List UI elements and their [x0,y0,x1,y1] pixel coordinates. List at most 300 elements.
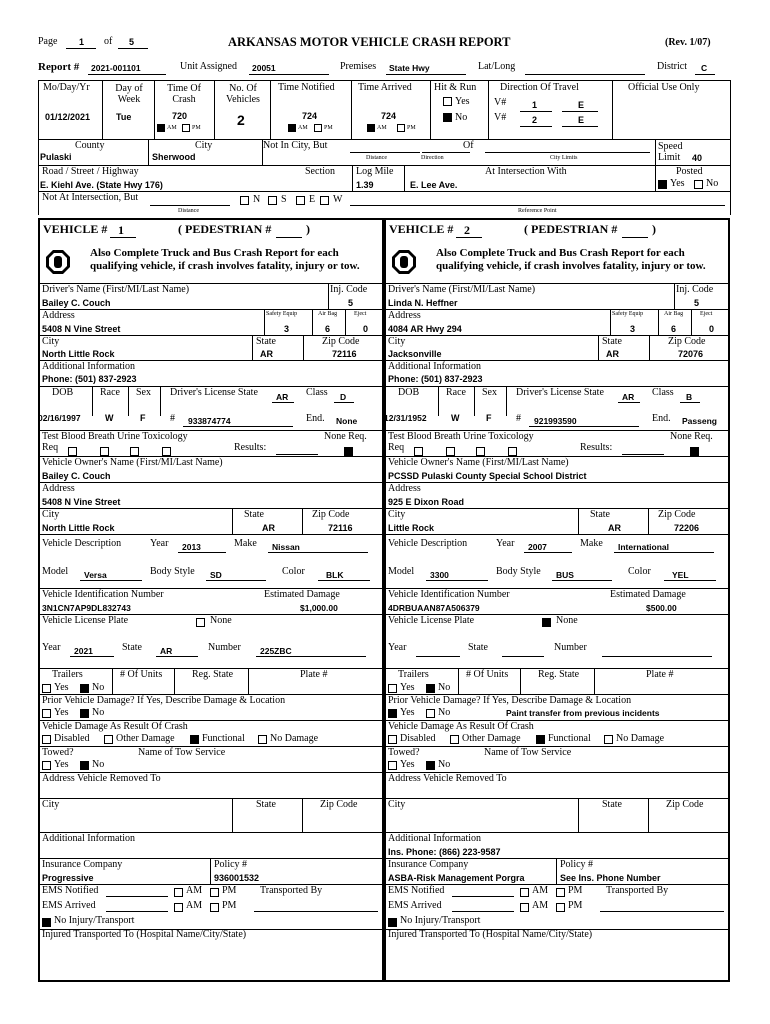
checkbox [520,903,529,912]
driver-zip: 72076 [678,349,704,359]
checkbox [443,113,452,122]
field-label: AM [298,125,308,131]
field-label: Prior Vehicle Damage? If Yes, Describe Damage & Location [42,695,286,706]
field-label: None Req. [670,431,713,442]
driver-address: 4084 AR Hwy 294 [388,324,462,334]
field-label: V# [494,97,507,108]
safety-equipment: 3 [630,324,636,334]
field-label: DOB [52,387,74,398]
field-label: Vehicle Damage As Result Of Crash [388,721,534,732]
rule-line [529,426,639,427]
field-label: County [75,140,105,151]
plate-year: 2021 [74,646,93,656]
field-label: Reg. State [538,669,580,680]
field-label: Body Style [496,566,541,577]
rule-line [502,656,544,657]
field-label: Zip Code [668,336,706,347]
field-label: Req [388,442,405,453]
official-use-label: Official Use Only [628,82,700,93]
checkbox [296,196,305,205]
rule-line [351,80,352,139]
checkbox [344,447,353,456]
rule-line [680,402,700,403]
field-label: Other Damage [116,733,175,744]
field-label: Trailers [398,669,429,680]
date-label: Mo/Day/Yr [43,82,90,93]
field-label: qualifying vehicle, if crash involves fatality, injury or tow. [436,260,706,272]
field-label: Additional Information [388,361,482,372]
notified-label: Time Notified [278,82,335,93]
license-number: 921993590 [534,416,577,426]
owner-address: 5408 N Vine Street [42,497,121,507]
owner-name: Bailey C. Couch [42,471,111,481]
rule-line [552,580,612,581]
checkbox [414,447,423,456]
rule-line [384,482,730,483]
vehicle-make: Nissan [272,542,300,552]
driver-state: AR [606,349,619,359]
checkbox [694,180,703,189]
checkbox [104,735,113,744]
field-label: Results: [234,442,267,453]
field-label: ) [306,222,310,236]
checkbox [388,709,397,718]
rule-line [102,80,103,139]
field-label: Injured Transported To (Hospital Name/City/State) [388,929,593,940]
rule-line [118,48,148,49]
checkbox [520,888,529,897]
sex: F [486,413,492,423]
rule-line [328,283,329,309]
field-label: ( PEDESTRIAN # [178,222,272,236]
field-label: Functional [548,733,591,744]
rule-line [622,454,664,455]
field-label: State [122,642,142,653]
field-label: Year [42,642,61,653]
field-label: E [309,194,316,205]
field-label: Address [388,310,421,321]
field-label: State [244,509,264,520]
field-label: Model [388,566,415,577]
speed-limit: 40 [692,153,703,163]
field-label: Road / Street / Highway [42,166,139,177]
license-state: AR [622,392,635,402]
checkbox [658,180,667,189]
latlong-label: Lat/Long [478,61,516,72]
checkbox [268,196,277,205]
vehicle-number: 1 [118,223,124,237]
rule-line [248,668,249,694]
rule-line [272,402,294,403]
field-label: Driver's Name (First/MI/Last Name) [388,284,536,295]
rule-line [106,911,168,912]
vin: 3N1CN7AP9DL832743 [42,603,131,613]
field-label: AM [186,885,203,896]
checkbox [190,735,199,744]
race: W [451,413,460,423]
rule-line [302,508,303,534]
field-label: # Of Units [120,669,163,680]
field-label: PM [192,125,201,131]
field-label: City [388,336,406,347]
rule-line [302,798,303,832]
checkbox [42,918,51,927]
rule-line [88,74,166,75]
policy-number: See Ins. Phone Number [560,873,661,883]
field-label: Class [306,387,328,398]
intersection: E. Lee Ave. [410,180,458,190]
field-label: Inj. Code [330,284,368,295]
field-label: End. [652,413,671,424]
rule-line [648,798,649,832]
checkbox [476,447,485,456]
date-of-birth: 02/16/1997 [38,413,81,423]
premises: State Hwy [389,63,430,73]
field-label: Yes [670,178,685,189]
rule-line [520,111,552,112]
field-label: Speed Limit [658,141,683,163]
field-label: Zip Code [320,799,358,810]
rule-line [416,656,460,657]
field-label: Other Damage [462,733,521,744]
driver-zip: 72116 [332,349,357,359]
owner-zip: 72206 [674,523,700,533]
field-label: Safety Equip [266,311,298,317]
field-label: Vehicle Identification Number [388,589,510,600]
field-label: Distance [178,208,199,214]
field-label: Of [463,140,474,151]
county: Pulaski [40,152,72,162]
stop-sign-icon [45,249,71,275]
checkbox [80,761,89,770]
vehicle-color: BLK [326,570,344,580]
date-of-birth: 12/31/1952 [384,413,427,423]
field-label: Year [496,538,515,549]
field-label: Color [282,566,305,577]
field-label: Number [554,642,587,653]
field-label: qualifying vehicle, if crash involves fatality, injury or tow. [90,260,360,272]
premises-label: Premises [340,61,377,72]
rule-line [350,205,725,206]
field-label: Yes [400,707,415,718]
rule-line [578,508,579,534]
city: Sherwood [152,152,196,162]
field-label: Transported By [260,885,323,896]
rule-line [276,237,302,238]
field-label: # [170,413,175,424]
rule-line [384,309,730,310]
eject: 0 [709,324,715,334]
checkbox [174,888,183,897]
driver-phone: Phone: (501) 837-2923 [388,374,483,384]
field-label: Req [42,442,59,453]
field-label: EMS Notified [42,885,99,896]
checkbox [174,903,183,912]
field-label: Body Style [150,566,195,577]
vin: 4DRBUAAN87A506379 [388,603,480,613]
field-label: AM [186,900,203,911]
rule-line [430,80,431,139]
log-mile: 1.39 [356,180,374,190]
field-label: EMS Arrived [42,900,96,911]
rule-line [488,80,489,139]
rule-line [38,534,384,535]
checkbox [288,124,296,132]
field-label: Number [208,642,241,653]
unit-assigned-label: Unit Assigned [180,61,237,72]
rule-line [458,668,459,694]
field-label: PM [222,885,237,896]
rule-line [312,309,313,335]
air-bag: 6 [325,324,331,334]
checkbox [426,684,435,693]
field-label: PM [222,900,237,911]
rule-line [345,309,346,335]
checkbox [258,735,267,744]
eject: 0 [363,324,369,334]
field-label: No [438,682,451,693]
field-label: Address Vehicle Removed To [42,773,161,784]
checkbox [542,618,551,627]
road: E. Kiehl Ave. (State Hwy 176) [40,180,163,190]
page-label: Page [38,36,58,47]
checkbox [508,447,517,456]
field-label: Driver's Name (First/MI/Last Name) [42,284,190,295]
rule-line [156,656,198,657]
owner-address: 925 E Dixon Road [388,497,465,507]
checkbox [443,97,452,106]
rule-line [386,74,466,75]
rule-line [524,552,572,553]
rule-line [474,386,475,416]
field-label: Race [100,387,120,398]
field-label: Direction [421,155,444,161]
license-number: 933874774 [188,416,231,426]
field-label: ) [652,222,656,236]
field-label: No [438,707,451,718]
rule-line [485,152,650,153]
unit-assigned: 20051 [252,63,276,73]
field-label: Address [42,483,75,494]
field-label: Model [42,566,69,577]
district: C [701,63,708,73]
rule-line [148,139,149,165]
owner-name: PCSSD Pulaski County Special School District [388,471,587,481]
field-label: Log Mile [356,166,394,177]
field-label: Results: [580,442,613,453]
safety-equipment: 3 [284,324,290,334]
license-class: B [686,392,693,402]
field-label: Zip Code [666,799,704,810]
rule-line [438,386,439,416]
rule-line [270,80,271,139]
field-label: Zip Code [312,509,350,520]
rule-line [206,580,266,581]
rule-line [426,580,488,581]
air-bag: 6 [671,324,677,334]
field-label: State [256,799,276,810]
field-label: Towed? [388,747,420,758]
vehicle-number: 2 [464,223,470,237]
field-label: Name of Tow Service [138,747,226,758]
owner-city: North Little Rock [42,523,115,533]
field-label: Address [42,310,75,321]
endorsement: Passeng [682,416,717,426]
field-label: Policy # [560,859,594,870]
time-label: Time Of Crash [167,83,201,105]
rule-line [649,335,650,360]
sex: F [140,413,146,423]
field-label: City [388,799,406,810]
field-label: Additional Information [388,833,482,844]
prior-damage-description: Paint transfer from previous incidents [506,708,660,718]
rule-line [232,508,233,534]
field-label: Vehicle Damage As Result Of Crash [42,721,188,732]
field-label: Zip Code [322,336,360,347]
vehicle-year: 2013 [182,542,201,552]
rule-line [254,911,378,912]
endorsement: None [336,416,358,426]
field-label: Yes [400,682,415,693]
rule-line [256,656,366,657]
field-label: Disabled [400,733,436,744]
rule-line [598,335,599,360]
hitrun-label: Hit & Run [434,82,477,93]
rule-line [276,454,318,455]
field-label: Not At Intersection, But [42,192,139,203]
report-number-label: Report # [38,61,80,73]
vehicle-color: YEL [672,570,689,580]
field-label: AM [532,885,549,896]
checkbox [162,447,171,456]
rule-line [268,552,368,553]
driver-city: North Little Rock [42,349,115,359]
day-label: Day of Week [115,83,143,105]
field-label: Test Blood Breath Urine Toxicology [42,431,188,442]
field-label: Vehicle License Plate [42,615,129,626]
driver-city: Jacksonville [388,349,442,359]
field-label: Plate # [300,669,328,680]
rule-line [612,80,613,139]
field-label: No Damage [616,733,665,744]
rule-line [106,896,168,897]
checkbox [397,124,405,132]
rule-line [618,402,640,403]
field-label: No [455,112,468,123]
day-of-week: Tue [116,112,132,122]
checkbox [556,903,565,912]
field-label: Insurance Company [388,859,469,870]
additional-info: Ins. Phone: (866) 223-9587 [388,847,501,857]
field-label [400,256,408,268]
driver-name: Linda N. Heffner [388,298,458,308]
field-label: City [388,509,406,520]
checkbox [367,124,375,132]
checkbox [426,761,435,770]
rule-line [334,402,354,403]
field-label: N [253,194,261,205]
field-label: Make [234,538,257,549]
rule-line [664,580,716,581]
field-label: No Damage [270,733,319,744]
field-label: Additional Information [42,361,136,372]
field-label: City [42,799,60,810]
field-label: End. [306,413,325,424]
rule-line [80,580,142,581]
field-label: EMS Notified [388,885,445,896]
rule-line [525,74,645,75]
field-label: Air Bag [318,311,338,317]
time-notified: 724 [302,111,318,121]
field-label: Disabled [54,733,90,744]
field-label: PM [568,885,583,896]
rule-line [150,205,230,206]
rule-line [520,126,552,127]
field-label: City Limits [550,155,578,161]
stop-sign-icon [391,249,417,275]
vehicle-count: 2 [237,112,245,128]
field-label: Safety Equip [612,311,644,317]
rule-line [456,237,482,238]
field-label: Eject [354,311,367,317]
rule-line [578,798,579,832]
field-label: S [281,194,287,205]
race: W [105,413,114,423]
field-label: None [210,615,232,626]
owner-city: Little Rock [388,523,435,533]
checkbox [42,735,51,744]
checkbox [196,618,205,627]
field-label: Insurance Company [42,859,123,870]
field-label: Injured Transported To (Hospital Name/City/State) [42,929,247,940]
checkbox [388,684,397,693]
checkbox [100,447,109,456]
vehicles-label: No. Of Vehicles [226,83,260,105]
rule-line [252,335,253,360]
rule-line [562,126,598,127]
rule-line [730,80,731,215]
field-label: Estimated Damage [264,589,340,600]
driver-address: 5408 N Vine Street [42,324,121,334]
vehicle-section-2 [384,218,730,982]
direction-label: Direction Of Travel [500,82,579,93]
field-label: E [578,115,585,125]
checkbox [42,709,51,718]
rule-line [691,309,692,335]
rule-line [352,165,353,191]
field-label: Plate # [646,669,674,680]
field-label: Name of Tow Service [484,747,572,758]
field-label: PM [324,125,333,131]
checkbox [42,684,51,693]
field-label: City [42,509,60,520]
field-label: No [92,707,105,718]
field-label: Yes [54,682,69,693]
rule-line [210,858,211,884]
owner-state: AR [262,523,275,533]
district-label: District [657,61,687,72]
checkbox [80,684,89,693]
rule-line [602,656,712,657]
field-label: Transported By [606,885,669,896]
rule-line [38,80,730,81]
field-label: Vehicle Owner's Name (First/MI/Last Name) [42,457,223,468]
rule-line [183,426,293,427]
rule-line [404,165,405,191]
field-label: Prior Vehicle Damage? If Yes, Describe Damage & Location [388,695,632,706]
field-label: Year [150,538,169,549]
field-label: Sex [136,387,151,398]
